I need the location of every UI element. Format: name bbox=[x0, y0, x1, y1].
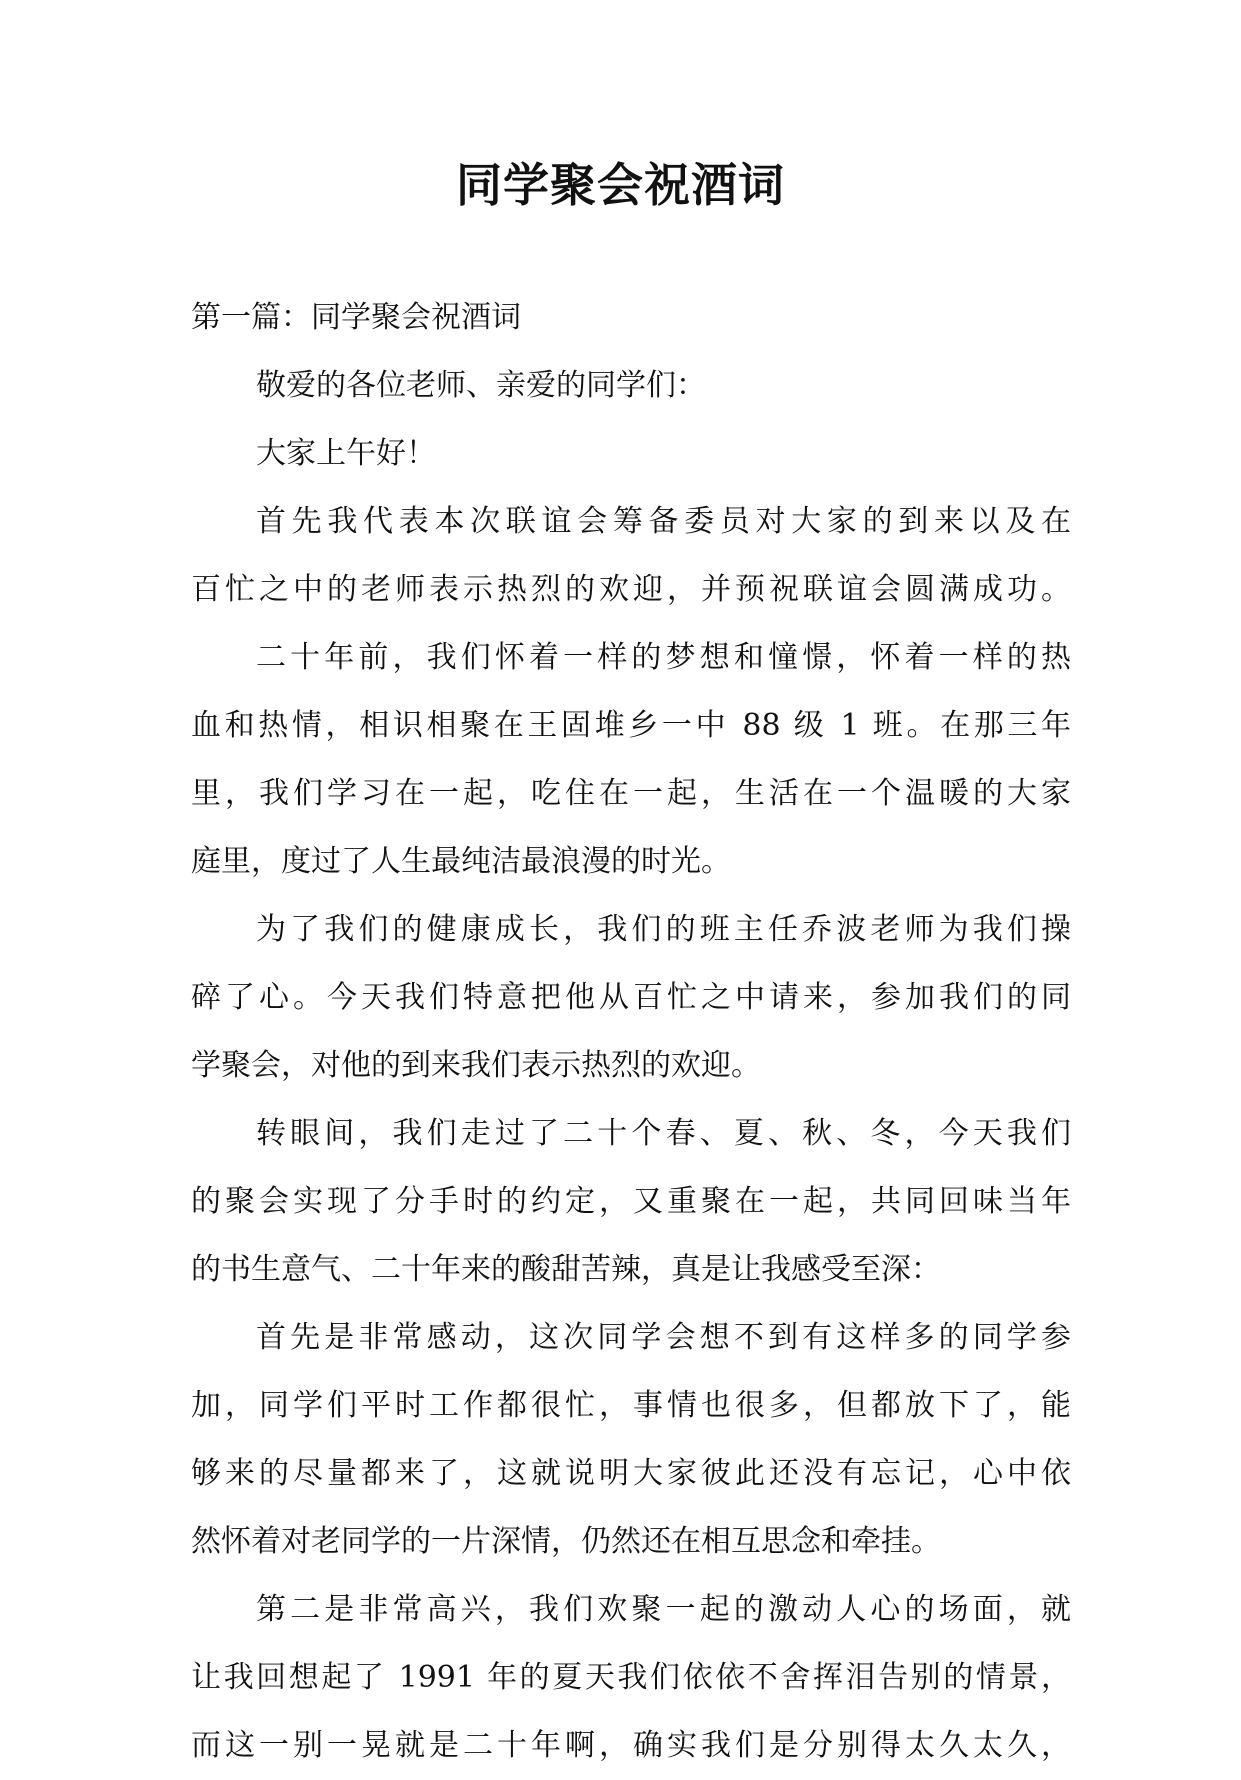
text-line: 转眼间，我们走过了二十个春、夏、秋、冬，今天我们 bbox=[256, 1116, 1071, 1151]
text-line: 第二是非常高兴，我们欢聚一起的激动人心的场面，就 bbox=[256, 1592, 1071, 1627]
text-line: 碎了心。今天我们特意把他从百忙之中请来，参加我们的同 bbox=[191, 980, 1071, 1015]
text-line: 首先我代表本次联谊会筹备委员对大家的到来以及在 bbox=[256, 504, 1071, 539]
text-line: 第一篇：同学聚会祝酒词 bbox=[191, 300, 521, 335]
text-line: 百忙之中的老师表示热烈的欢迎，并预祝联谊会圆满成功。 bbox=[191, 572, 1071, 607]
text-line: 而这一别一晃就是二十年啊，确实我们是分别得太久太久， bbox=[191, 1728, 1071, 1763]
text-line: 够来的尽量都来了，这就说明大家彼此还没有忘记，心中依 bbox=[191, 1456, 1071, 1491]
text-line: 学聚会，对他的到来我们表示热烈的欢迎。 bbox=[191, 1048, 761, 1083]
text-line: 二十年前，我们怀着一样的梦想和憧憬，怀着一样的热 bbox=[256, 640, 1071, 675]
text-line: 首先是非常感动，这次同学会想不到有这样多的同学参 bbox=[256, 1320, 1071, 1355]
text-line: 庭里，度过了人生最纯洁最浪漫的时光。 bbox=[191, 844, 731, 879]
text-line: 然怀着对老同学的一片深情，仍然还在相互思念和牵挂。 bbox=[191, 1524, 941, 1559]
document-title: 同学聚会祝酒词 bbox=[456, 158, 785, 212]
text-line: 里，我们学习在一起，吃住在一起，生活在一个温暖的大家 bbox=[191, 776, 1071, 811]
text-line: 血和热情，相识相聚在王固堆乡一中 88 级 1 班。在那三年 bbox=[191, 708, 1071, 743]
text-line: 的聚会实现了分手时的约定，又重聚在一起，共同回味当年 bbox=[191, 1184, 1071, 1219]
text-line: 让我回想起了 1991 年的夏天我们依依不舍挥泪告别的情景， bbox=[191, 1660, 1071, 1695]
text-line: 为了我们的健康成长，我们的班主任乔波老师为我们操 bbox=[256, 912, 1071, 947]
text-line: 加，同学们平时工作都很忙，事情也很多，但都放下了，能 bbox=[191, 1388, 1071, 1423]
text-line: 的书生意气、二十年来的酸甜苦辣，真是让我感受至深： bbox=[191, 1252, 941, 1287]
text-line: 敬爱的各位老师、亲爱的同学们： bbox=[256, 368, 706, 403]
text-line: 大家上午好！ bbox=[256, 436, 436, 471]
document-body bbox=[191, 284, 1071, 1780]
